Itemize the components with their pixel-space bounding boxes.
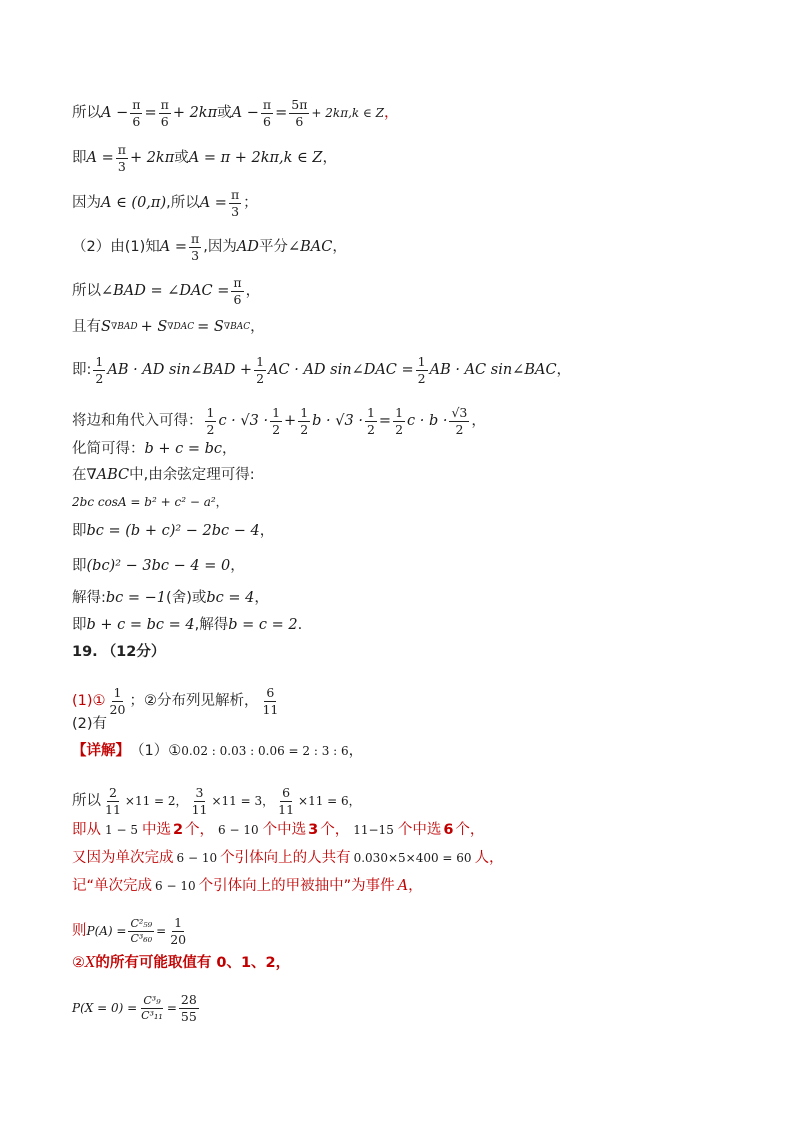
- text: ，: [230, 558, 245, 574]
- math: b + c = bc = 4: [86, 617, 195, 633]
- text: 或: [217, 105, 232, 121]
- text: ，: [348, 743, 364, 759]
- fraction: $\frac{2}{11}$: [105, 785, 121, 817]
- text: 即:: [72, 362, 92, 378]
- fraction: $\frac{6}{11}$: [278, 785, 295, 817]
- text: ，: [245, 283, 261, 299]
- math: bc = −1: [105, 590, 167, 606]
- detail-line-4: [72, 851, 754, 866]
- math: ∇BAC: [223, 321, 251, 332]
- text: （1）①: [130, 743, 182, 759]
- text: ，: [556, 362, 572, 378]
- fraction: $\frac{\pi}{3}$: [191, 231, 200, 263]
- math: A =: [86, 150, 114, 166]
- text: 中选: [141, 822, 171, 838]
- detail-line-3: [72, 823, 754, 838]
- math: 11−15: [353, 823, 394, 838]
- line-11: [72, 496, 754, 508]
- math: P(A) =: [86, 924, 127, 939]
- math: 2bc cosA = b² + c² − a²: [72, 495, 216, 509]
- detail-line-5: [72, 879, 754, 894]
- math: + 2kπ,k ∈ Z: [311, 106, 385, 121]
- fraction: $\frac{\pi}{3}$: [117, 142, 126, 174]
- text: ，: [471, 413, 486, 429]
- text: .: [297, 617, 303, 633]
- line-12: [72, 524, 754, 539]
- math: ∇BAD: [110, 321, 138, 332]
- math: b = c = 2: [228, 617, 298, 633]
- math: AB · AD sin∠BAD +: [107, 362, 253, 378]
- math: A =: [199, 195, 227, 211]
- math: A −: [101, 105, 129, 121]
- text: ，: [215, 495, 228, 509]
- fraction: $\frac{\pi}{6}$: [132, 97, 141, 129]
- line-6: [72, 320, 754, 335]
- text: ；: [243, 195, 258, 211]
- line-1: [72, 98, 754, 129]
- text: ,因为: [203, 239, 237, 255]
- line-14: [72, 591, 754, 606]
- text: ，: [384, 105, 399, 121]
- math: ∇ABC: [86, 467, 130, 483]
- detail-line-2: [72, 786, 754, 817]
- line-9: [72, 442, 754, 457]
- text: 个，: [320, 822, 350, 838]
- fraction: $\frac{1}{2}$: [272, 405, 281, 437]
- math: ×11 = 2，: [124, 794, 188, 809]
- line-13: [72, 559, 754, 574]
- text: (舍)或: [166, 590, 207, 606]
- detail-line-8: [72, 993, 754, 1024]
- line-2: [72, 143, 754, 174]
- fraction: $\frac{6}{11}$: [262, 685, 279, 717]
- text: ，: [222, 441, 237, 457]
- math: b + c = bc: [144, 441, 223, 457]
- fraction: $\frac{\pi}{6}$: [160, 97, 169, 129]
- line-3: [72, 188, 754, 219]
- fraction: $\frac{1}{2}$: [300, 405, 309, 437]
- math: ×11 = 3，: [211, 794, 275, 809]
- text: 在: [72, 467, 87, 483]
- math: =: [156, 924, 167, 939]
- text: 即: [72, 617, 87, 633]
- line-8: [72, 406, 754, 437]
- text: 所以: [72, 793, 101, 809]
- fraction: $\frac{\pi}{3}$: [230, 187, 240, 219]
- fraction: $\frac{\pi}{6}$: [262, 97, 272, 129]
- line-4: [72, 232, 754, 263]
- math: =: [144, 105, 157, 121]
- text: 2: [172, 822, 184, 838]
- math: A ∈ (0,π): [101, 195, 167, 211]
- math: (bc)² − 3bc − 4 = 0: [86, 558, 231, 574]
- answer-label: (1)①: [72, 693, 106, 709]
- math: + S: [140, 319, 168, 335]
- fraction: $\frac{1}{2}$: [417, 354, 426, 386]
- fraction: $\frac{1}{2}$: [95, 354, 104, 386]
- math: =: [275, 105, 288, 121]
- fraction: $\frac{\text{C²₅₉}}{\text{C³₆₀}}$: [130, 916, 153, 945]
- text: 且有: [72, 319, 101, 335]
- math: =: [166, 1001, 177, 1016]
- math: c · b ·: [407, 413, 448, 429]
- text: ，: [250, 319, 265, 335]
- line-7: [72, 355, 754, 386]
- text: 个引体向上的人共有: [220, 850, 351, 866]
- text: 则: [72, 923, 87, 939]
- text: 6: [443, 822, 454, 838]
- question-19-header: [72, 645, 754, 660]
- text: 个中选: [397, 822, 442, 838]
- text: 个引体向上的甲被抽中”为事件: [198, 878, 395, 894]
- math: A = π + 2kπ,k ∈ Z: [188, 150, 323, 166]
- text: 中,由余弦定理可得:: [129, 467, 255, 483]
- text: 所以: [72, 105, 101, 121]
- text: 记“单次完成: [72, 878, 153, 894]
- line-15: [72, 618, 754, 633]
- fraction: $\frac{1}{2}$: [395, 405, 404, 437]
- text: ，: [322, 150, 337, 166]
- text: ，: [408, 878, 423, 894]
- text: 化简可得：: [72, 441, 145, 457]
- text: 人，: [474, 850, 504, 866]
- math: b · √3 ·: [312, 413, 363, 429]
- text: 个中选: [262, 822, 307, 838]
- math: =: [378, 413, 392, 429]
- math: ∇DAC: [167, 321, 195, 332]
- math: ∠BAD = ∠DAC =: [101, 283, 230, 299]
- math: ∠BAC: [287, 239, 333, 255]
- answer-line-1: [72, 686, 754, 717]
- fraction: $\frac{1}{20}$: [109, 685, 126, 717]
- fraction: $\frac{5\pi}{6}$: [291, 97, 308, 129]
- math: bc = 4: [206, 590, 255, 606]
- math: AC · AD sin∠DAC =: [268, 362, 414, 378]
- math: = S: [197, 319, 224, 335]
- text: ②: [72, 955, 85, 971]
- text: X: [85, 955, 96, 971]
- math: +: [284, 413, 297, 429]
- math: 0.02 : 0.03 : 0.06 = 2 : 3 : 6: [181, 744, 349, 759]
- detail-line-6: [72, 916, 754, 947]
- text: ，: [254, 590, 269, 606]
- text: 即: [72, 558, 87, 574]
- question-number: 19.: [72, 644, 98, 660]
- math: A =: [159, 239, 187, 255]
- detail-tag: 【详解】: [72, 743, 130, 759]
- text: 个，: [185, 822, 215, 838]
- math: 0.030×5×400 = 60: [353, 851, 472, 866]
- text: A: [397, 878, 409, 894]
- text: 又因为单次完成: [72, 850, 174, 866]
- fraction: $\frac{\text{C³₉}}{\text{C³₁₁}}$: [141, 993, 163, 1022]
- math: AB · AC sin∠BAC: [429, 362, 557, 378]
- text: 因为: [72, 195, 101, 211]
- math: S: [101, 319, 111, 335]
- math: c · √3 ·: [218, 413, 269, 429]
- fraction: $\frac{1}{2}$: [256, 354, 265, 386]
- math: 6 − 10: [218, 823, 259, 838]
- text: 的所有可能取值有 0、1、2，: [95, 955, 291, 971]
- fraction: $\frac{√3}{2}$: [451, 405, 468, 437]
- text: （2）由(1)知: [72, 239, 160, 255]
- fraction: $\frac{1}{2}$: [206, 405, 215, 437]
- fraction: $\frac{\pi}{6}$: [233, 275, 242, 307]
- text: 解得:: [72, 590, 106, 606]
- line-5: [72, 276, 754, 307]
- text: ，: [259, 523, 275, 539]
- math: ×11 = 6，: [298, 794, 361, 809]
- detail-line-7: [72, 956, 754, 971]
- math: + 2kπ: [172, 105, 218, 121]
- text: 将边和角代入可得：: [72, 413, 203, 429]
- line-10: [72, 468, 754, 483]
- text: ，: [332, 239, 347, 255]
- math: P(X = 0) =: [72, 1001, 138, 1016]
- text: 即: [72, 150, 87, 166]
- question-score: （12分）: [101, 644, 166, 660]
- text: 所以: [72, 283, 101, 299]
- fraction: $\frac{28}{55}$: [180, 992, 197, 1024]
- text: ,所以: [166, 195, 200, 211]
- math: A −: [231, 105, 259, 121]
- fraction: $\frac{1}{2}$: [366, 405, 375, 437]
- math: AD: [236, 239, 259, 255]
- text: ；②分布列见解析，: [129, 693, 259, 709]
- math: bc = (b + c)² − 2bc − 4: [86, 523, 260, 539]
- math: 6 − 10: [155, 879, 196, 894]
- text: 即: [72, 523, 87, 539]
- answer-line-2: [72, 717, 754, 732]
- text: 即从: [72, 822, 101, 838]
- math: 6 − 10: [176, 851, 218, 866]
- text: 个，: [455, 822, 485, 838]
- detail-line-1: [72, 744, 754, 759]
- text: (2)有: [72, 716, 108, 732]
- math: + 2kπ: [129, 150, 175, 166]
- text: 平分: [258, 239, 288, 255]
- text: 3: [308, 822, 319, 838]
- text: 或: [174, 150, 189, 166]
- math: 1 − 5: [105, 823, 138, 838]
- text: ,解得: [194, 617, 229, 633]
- fraction: $\frac{1}{20}$: [170, 915, 187, 947]
- fraction: $\frac{3}{11}$: [191, 785, 208, 817]
